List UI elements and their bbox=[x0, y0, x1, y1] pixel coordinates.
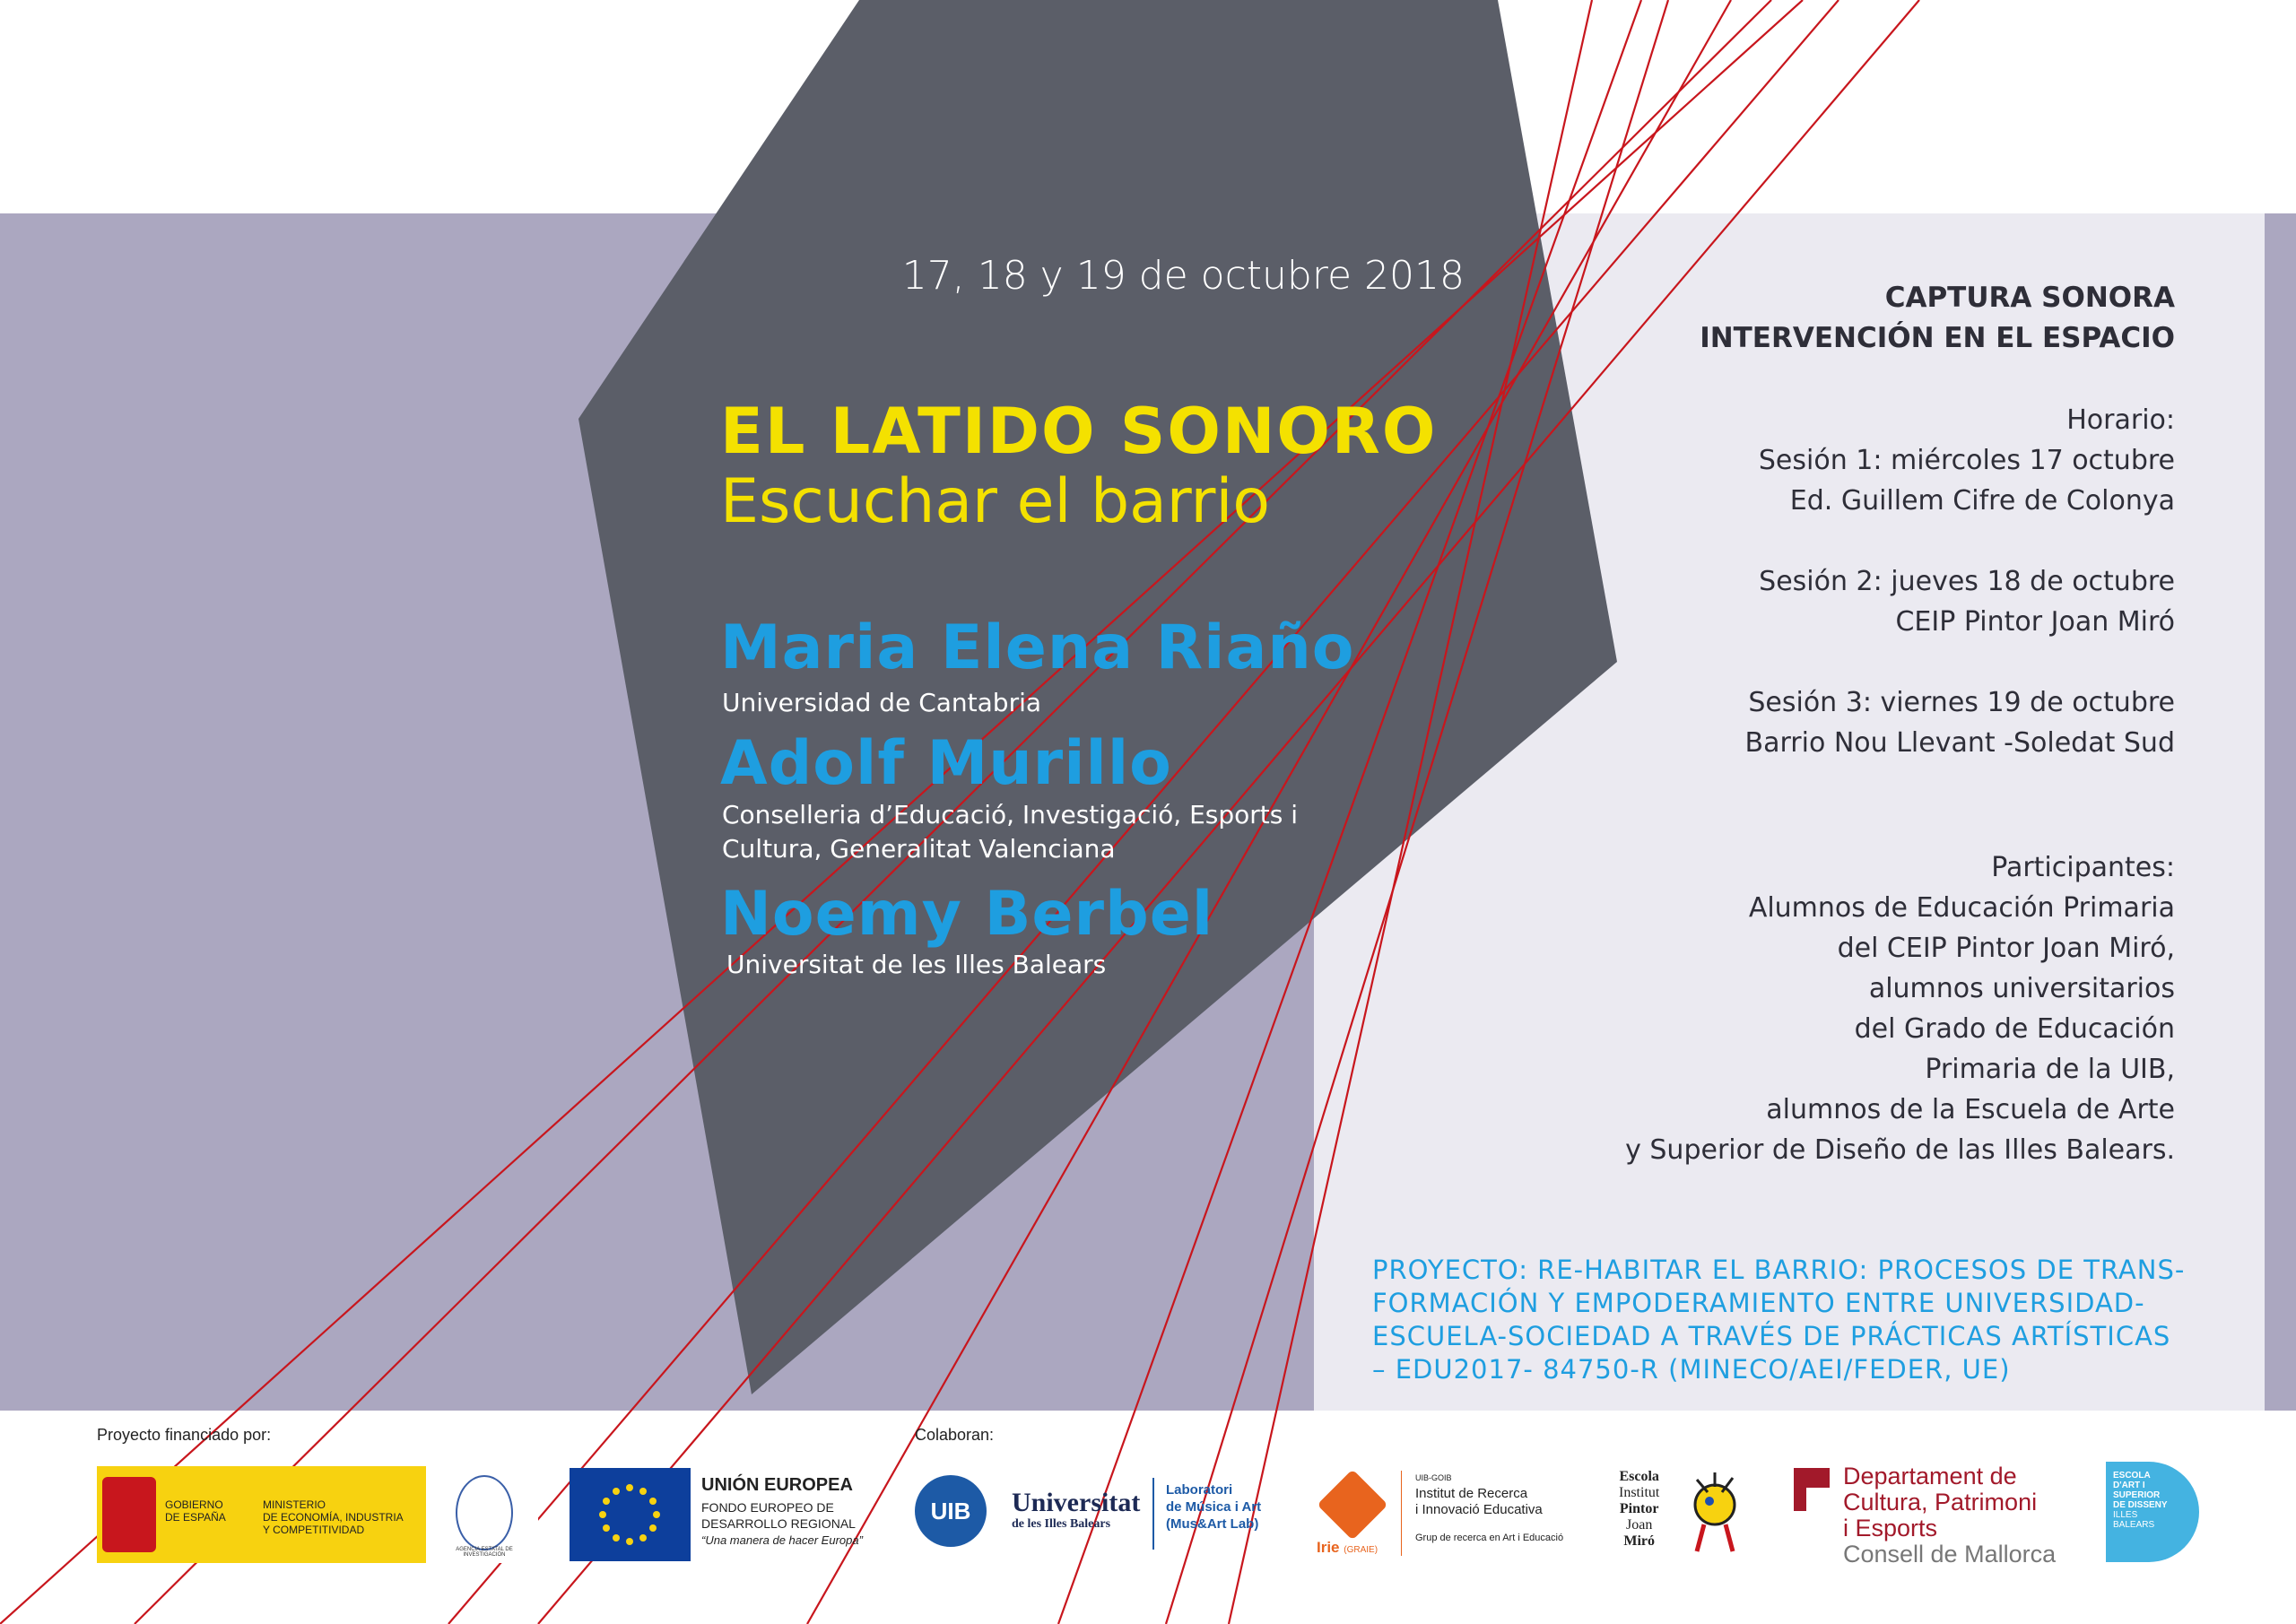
eu-stars-icon bbox=[570, 1468, 691, 1561]
speaker-affiliation: Conselleria d’Educació, Investigació, Esports i bbox=[722, 800, 1299, 829]
participants-line: Alumnos de Educación Primaria bbox=[1748, 892, 2175, 924]
agencia-text: AGENCIA ESTATAL DE INVESTIGACIÓN bbox=[456, 1547, 513, 1558]
session-venue: CEIP Pintor Joan Miró bbox=[1895, 606, 2175, 638]
event-title: EL LATIDO SONORO bbox=[720, 395, 1438, 468]
speaker-affiliation: Universitat de les Illes Balears bbox=[726, 950, 1107, 979]
project-line: ESCUELA-SOCIEDAD A TRAVÉS DE PRÁCTICAS ARTÍSTICAS bbox=[1372, 1321, 2171, 1351]
irie-divider bbox=[1401, 1471, 1402, 1556]
funded-label: Proyecto financiado por: bbox=[97, 1426, 272, 1444]
speaker-name: Maria Elena Riaño bbox=[720, 612, 1355, 683]
escola-art-logo: ESCOLA D'ART I SUPERIOR DE DISSENY ILLES BALEARS bbox=[2106, 1462, 2199, 1562]
session-title: Sesión 3: viernes 19 de octubre bbox=[1748, 687, 2175, 718]
capture-heading: CAPTURA SONORA bbox=[1884, 282, 2175, 314]
project-line: PROYECTO: RE-HABITAR EL BARRIO: PROCESOS DE TRANS- bbox=[1372, 1255, 2186, 1285]
agencia-logo bbox=[456, 1475, 513, 1550]
uib-divider bbox=[1152, 1478, 1154, 1550]
session-title: Sesión 2: jueves 18 de octubre bbox=[1759, 566, 2175, 597]
capture-heading: INTERVENCIÓN EN EL ESPACIO bbox=[1700, 322, 2175, 354]
irie-name: Irie (GRAIE) bbox=[1317, 1539, 1378, 1556]
departament-text: Departament de Cultura, Patrimoni i Esports Consell de Mallorca bbox=[1843, 1463, 2057, 1568]
participants-line: Primaria de la UIB, bbox=[1925, 1054, 2175, 1085]
ministerio-text: MINISTERIO DE ECONOMÍA, INDUSTRIA Y COMPETITIVIDAD bbox=[263, 1498, 404, 1536]
project-line: FORMACIÓN Y EMPODERAMIENTO ENTRE UNIVERSIDAD- bbox=[1372, 1288, 2145, 1318]
speaker-name: Noemy Berbel bbox=[720, 879, 1214, 950]
gobierno-logo bbox=[97, 1466, 538, 1563]
participants-line: alumnos de la Escuela de Arte bbox=[1766, 1094, 2175, 1125]
consell-mark-icon bbox=[1794, 1468, 1806, 1511]
collab-label: Colaboran: bbox=[915, 1426, 995, 1444]
participants-label: Participantes: bbox=[1991, 852, 2175, 883]
speaker-affiliation: Universidad de Cantabria bbox=[722, 688, 1042, 717]
escola-miro-text: Escola Institut Pintor Joan Miró bbox=[1619, 1469, 1660, 1549]
participants-line: del Grado de Educación bbox=[1854, 1013, 2175, 1045]
session-venue: Ed. Guillem Cifre de Colonya bbox=[1789, 485, 2175, 517]
participants-line: alumnos universitarios bbox=[1868, 973, 2175, 1004]
session-title: Sesión 1: miércoles 17 octubre bbox=[1758, 445, 2175, 476]
event-dates: 17, 18 y 19 de octubre 2018 bbox=[901, 253, 1465, 299]
speaker-affiliation: Cultura, Generalitat Valenciana bbox=[722, 834, 1116, 864]
eu-flag-logo bbox=[570, 1468, 691, 1561]
uib-badge-logo: UIB bbox=[915, 1475, 987, 1547]
miro-figure-icon bbox=[1688, 1471, 1742, 1556]
participants-line: del CEIP Pintor Joan Miró, bbox=[1837, 933, 2175, 964]
uib-text: Universitat de les Illes Balears bbox=[1012, 1488, 1141, 1531]
schedule-label: Horario: bbox=[2066, 404, 2175, 436]
participants-line: y Superior de Diseño de las Illes Balears. bbox=[1625, 1134, 2175, 1166]
gobierno-text: GOBIERNO DE ESPAÑA bbox=[165, 1498, 226, 1524]
consell-mark-icon bbox=[1806, 1468, 1830, 1488]
coat-of-arms-icon bbox=[102, 1477, 156, 1552]
musart-lab-text: Laboratori de Música i Art (Mus&Art Lab) bbox=[1166, 1482, 1262, 1532]
eu-text: UNIÓN EUROPEA FONDO EUROPEO DE DESARROLLO REGIONAL “Una manera de hacer Europa” bbox=[701, 1475, 863, 1547]
irie-text: UIB-GOIB Institut de Recerca i Innovació Educativa Grup de recerca en Art i Educació bbox=[1415, 1473, 1564, 1543]
project-description bbox=[1372, 1254, 2233, 1386]
speaker-name: Adolf Murillo bbox=[720, 728, 1172, 799]
session-venue: Barrio Nou Llevant -Soledat Sud bbox=[1744, 727, 2175, 759]
event-subtitle: Escuchar el barrio bbox=[720, 466, 1270, 537]
project-line: – EDU2017- 84750-R (MINECO/AEI/FEDER, UE) bbox=[1372, 1354, 2011, 1385]
